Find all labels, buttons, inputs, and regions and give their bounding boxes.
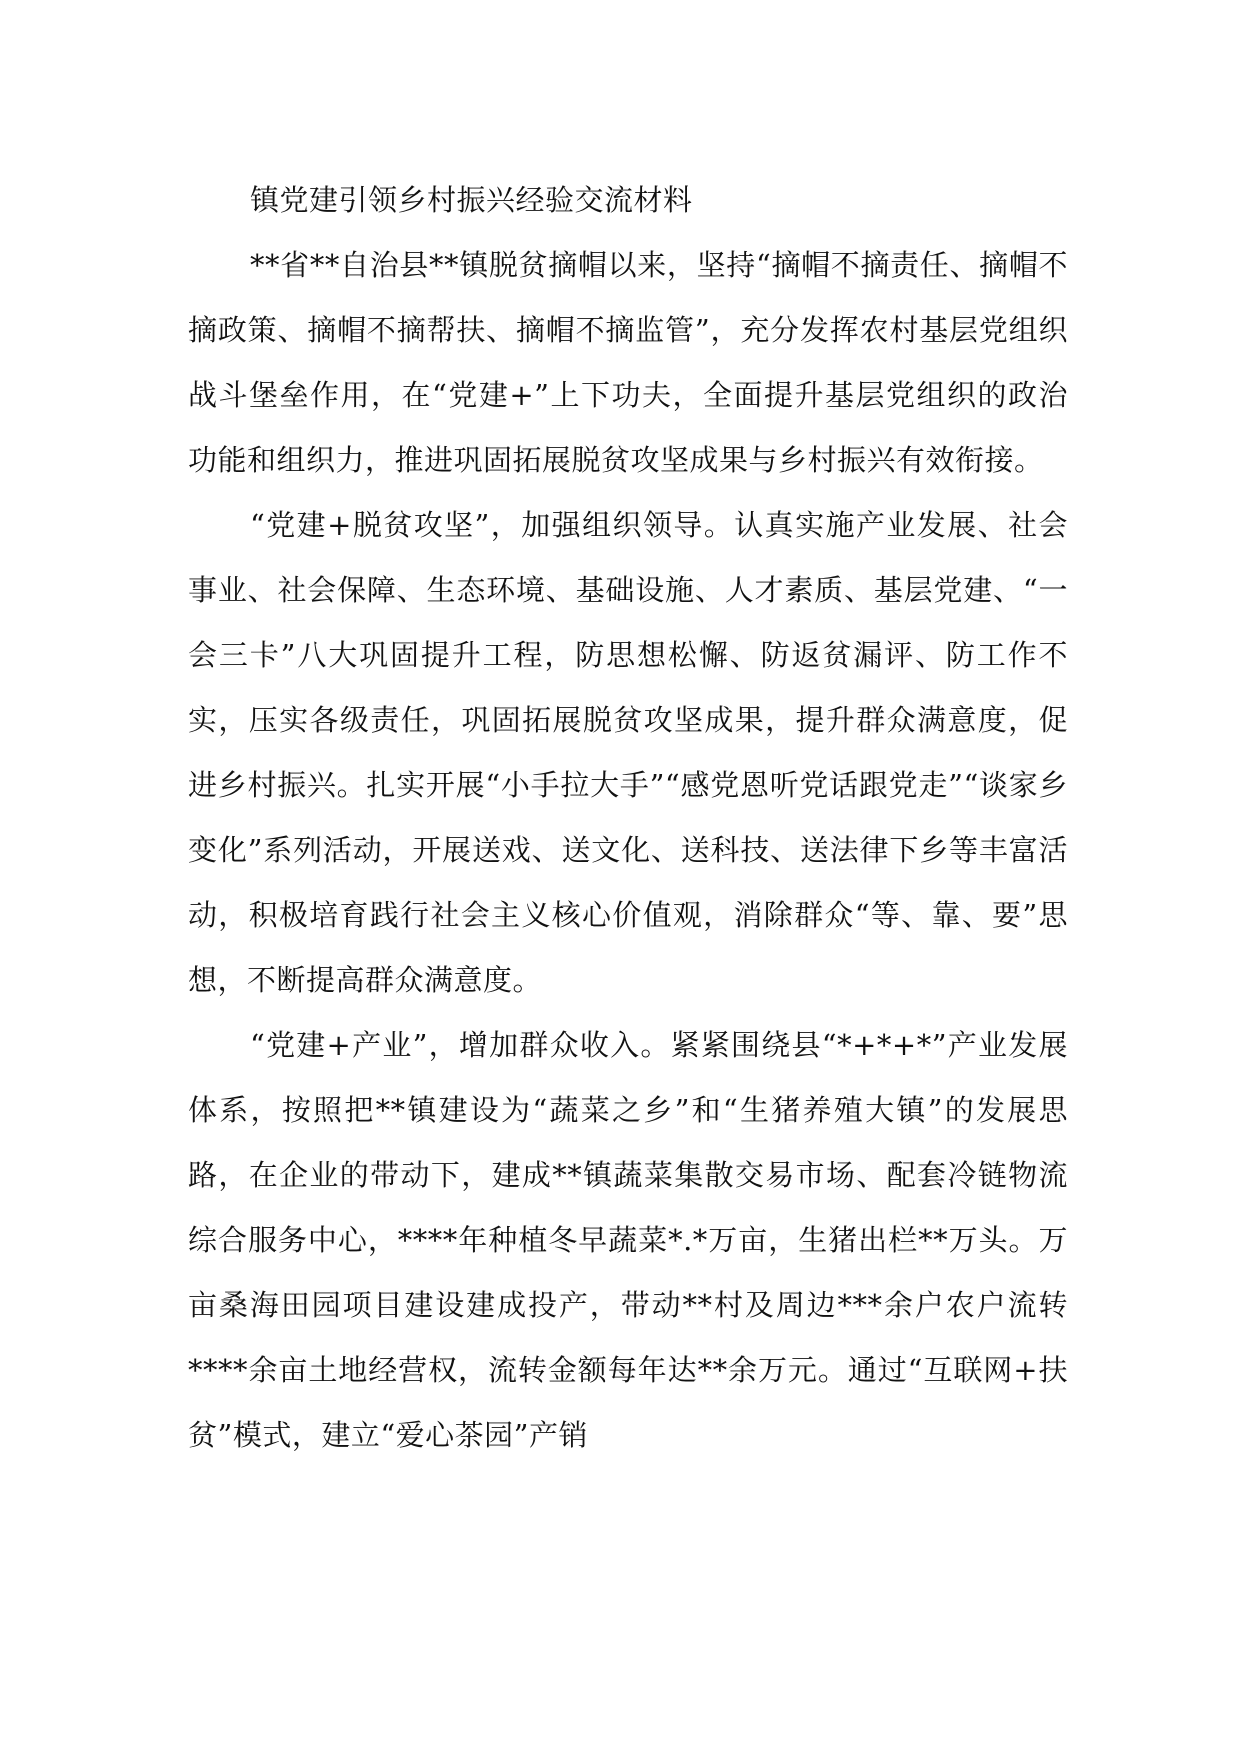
document-title: 镇党建引领乡村振兴经验交流材料 [250, 183, 693, 217]
paragraph-intro: **省**自治县**镇脱贫摘帽以来，坚持“摘帽不摘责任、摘帽不摘政策、摘帽不摘帮扶、摘帽不摘监管”，充分发挥农村基层党组织战斗堡垒作用，在“党建+”上下功夫，全面提升基层党组织的政治功能和组织力，推进巩固拓展脱贫攻坚成果与乡村振兴有效衔接。 [188, 248, 1068, 477]
document-body [188, 168, 1068, 1468]
paragraph-industry: “党建+产业”，增加群众收入。紧紧围绕县“*+*+*”产业发展体系，按照把**镇建设为“蔬菜之乡”和“生猪养殖大镇”的发展思路，在企业的带动下，建成**镇蔬菜集散交易市场、配套冷链物流综合服务中心，****年种植冬早蔬菜*.*万亩，生猪出栏**万头。万亩桑海田园项目建设建成投产，带动**村及周边***余户农户流转****余亩土地经营权，流转金额每年达**余万元。通过“互联网+扶贫”模式，建立“爱心茶园”产销 [188, 1028, 1068, 1452]
paragraph-poverty-alleviation: “党建+脱贫攻坚”，加强组织领导。认真实施产业发展、社会事业、社会保障、生态环境、基础设施、人才素质、基层党建、“一会三卡”八大巩固提升工程，防思想松懈、防返贫漏评、防工作不实，压实各级责任，巩固拓展脱贫攻坚成果，提升群众满意度，促进乡村振兴。扎实开展“小手拉大手”“感党恩听党话跟党走”“谈家乡变化”系列活动，开展送戏、送文化、送科技、送法律下乡等丰富活动，积极培育践行社会主义核心价值观，消除群众“等、靠、要”思想，不断提高群众满意度。 [188, 508, 1068, 997]
